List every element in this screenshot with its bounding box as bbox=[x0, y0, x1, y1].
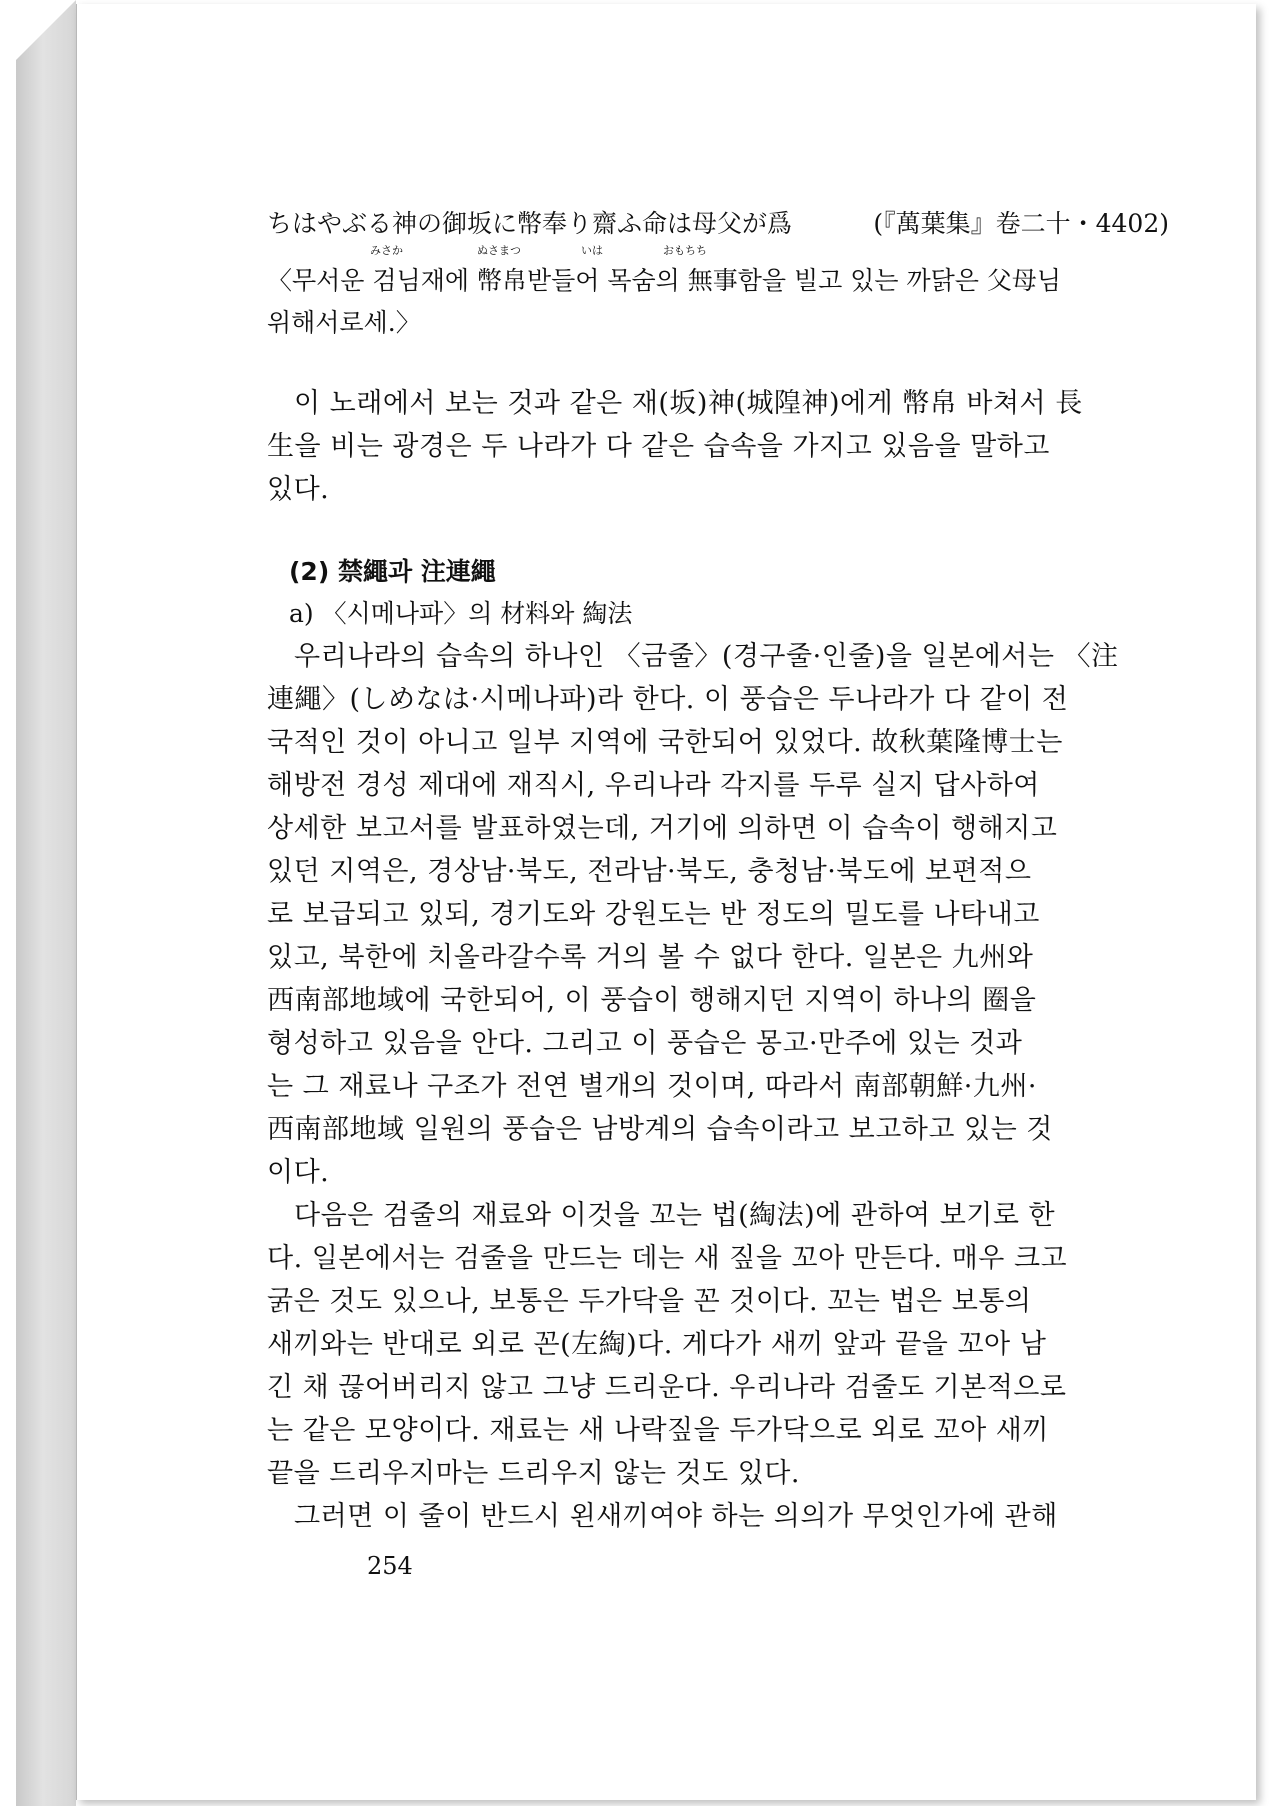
book-spine-corner bbox=[16, 0, 76, 60]
paragraph-1-line: 있다. bbox=[267, 474, 330, 505]
paragraph-2-line: 형성하고 있음을 안다. 그리고 이 풍습은 몽고·만주에 있는 것과 bbox=[267, 1028, 1023, 1059]
book-page bbox=[76, 4, 1256, 1800]
paragraph-1-line: 이 노래에서 보는 것과 같은 재(坂)神(城隍神)에게 幣帛 바쳐서 長 bbox=[294, 388, 1083, 419]
ruby-nusamatsu: ぬさまつ bbox=[477, 244, 521, 257]
paragraph-2-line: 이다. bbox=[267, 1157, 330, 1188]
page-number: 254 bbox=[367, 1552, 413, 1580]
poem-text: ちはやぶる神の御坂に幣奉り齋ふ命は母父が爲 bbox=[267, 209, 793, 238]
paragraph-3-line: 는 같은 모양이다. 재료는 새 나락짚을 두가닥으로 외로 꼬아 새끼 bbox=[267, 1415, 1049, 1446]
paragraph-2-line: 連繩〉(しめなは·시메나파)라 한다. 이 풍습은 두나라가 다 같이 전 bbox=[267, 684, 1069, 715]
translation-line: 위해서로세.〉 bbox=[267, 308, 421, 337]
paragraph-3-line: 긴 채 끊어버리지 않고 그냥 드리운다. 우리나라 검줄도 기본적으로 bbox=[267, 1372, 1067, 1403]
paragraph-3-line: 다. 일본에서는 검줄을 만드는 데는 새 짚을 꼬아 만든다. 매우 크고 bbox=[267, 1243, 1068, 1274]
paragraph-4-line: 그러면 이 줄이 반드시 왼새끼여야 하는 의의가 무엇인가에 관해 bbox=[294, 1501, 1058, 1532]
paragraph-3-line: 새끼와는 반대로 외로 꼰(左綯)다. 게다가 새끼 앞과 끝을 꼬아 남 bbox=[267, 1329, 1047, 1360]
paragraph-3-line: 끝을 드리우지마는 드리우지 않는 것도 있다. bbox=[267, 1458, 800, 1489]
paragraph-2-line: 국적인 것이 아니고 일부 지역에 국한되어 있었다. 故秋葉隆博士는 bbox=[267, 727, 1063, 758]
subsection-heading: a) 〈시메나파〉의 材料와 綯法 bbox=[289, 599, 633, 628]
paragraph-2-line: 우리나라의 습속의 하나인 〈금줄〉(경구줄·인줄)을 일본에서는 〈注 bbox=[294, 641, 1119, 672]
spacer bbox=[267, 344, 1169, 382]
ruby-omochichi: おもちち bbox=[663, 244, 707, 257]
ruby-misaka: みさか bbox=[370, 244, 403, 257]
poem-ruby bbox=[267, 244, 1169, 260]
paragraph-2-line: 는 그 재료나 구조가 전연 별개의 것이며, 따라서 南部朝鮮·九州· bbox=[267, 1071, 1037, 1102]
book-spine bbox=[16, 0, 76, 1806]
paragraph-2-line: 있던 지역은, 경상남·북도, 전라남·북도, 충청남·북도에 보편적으 bbox=[267, 856, 1032, 887]
paragraph-3-line: 굵은 것도 있으나, 보통은 두가닥을 꼰 것이다. 꼬는 법은 보통의 bbox=[267, 1286, 1032, 1317]
paragraph-2-line: 西南部地域 일원의 풍습은 남방계의 습속이라고 보고하고 있는 것 bbox=[267, 1114, 1053, 1145]
spacer bbox=[267, 511, 1169, 551]
poem-source: (『萬葉集』卷二十・4402) bbox=[873, 209, 1169, 238]
paragraph-2-line: 西南部地域에 국한되어, 이 풍습이 행해지던 지역이 하나의 圈을 bbox=[267, 985, 1037, 1016]
paragraph-1-line: 生을 비는 광경은 두 나라가 다 같은 습속을 가지고 있음을 말하고 bbox=[267, 431, 1050, 462]
paragraph-2-line: 로 보급되고 있되, 경기도와 강원도는 반 정도의 밀도를 나타내고 bbox=[267, 899, 1040, 930]
translation-line: 〈무서운 검님재에 幣帛받들어 목숨의 無事함을 빌고 있는 까닭은 父母님 bbox=[267, 266, 1062, 295]
paragraph-2-line: 있고, 북한에 치올라갈수록 거의 볼 수 없다 한다. 일본은 九州와 bbox=[267, 942, 1034, 973]
ruby-iha: いは bbox=[581, 244, 603, 257]
paragraph-2-line: 해방전 경성 제대에 재직시, 우리나라 각지를 두루 실지 답사하여 bbox=[267, 770, 1040, 801]
paragraph-2-line: 상세한 보고서를 발표하였는데, 거기에 의하면 이 습속이 행해지고 bbox=[267, 813, 1058, 844]
paragraph-3-line: 다음은 검줄의 재료와 이것을 꼬는 법(綯法)에 관하여 보기로 한 bbox=[294, 1200, 1056, 1231]
poem-line bbox=[267, 204, 1169, 244]
page-content bbox=[267, 204, 1169, 1538]
section-heading: (2) 禁繩과 注連繩 bbox=[289, 557, 496, 586]
